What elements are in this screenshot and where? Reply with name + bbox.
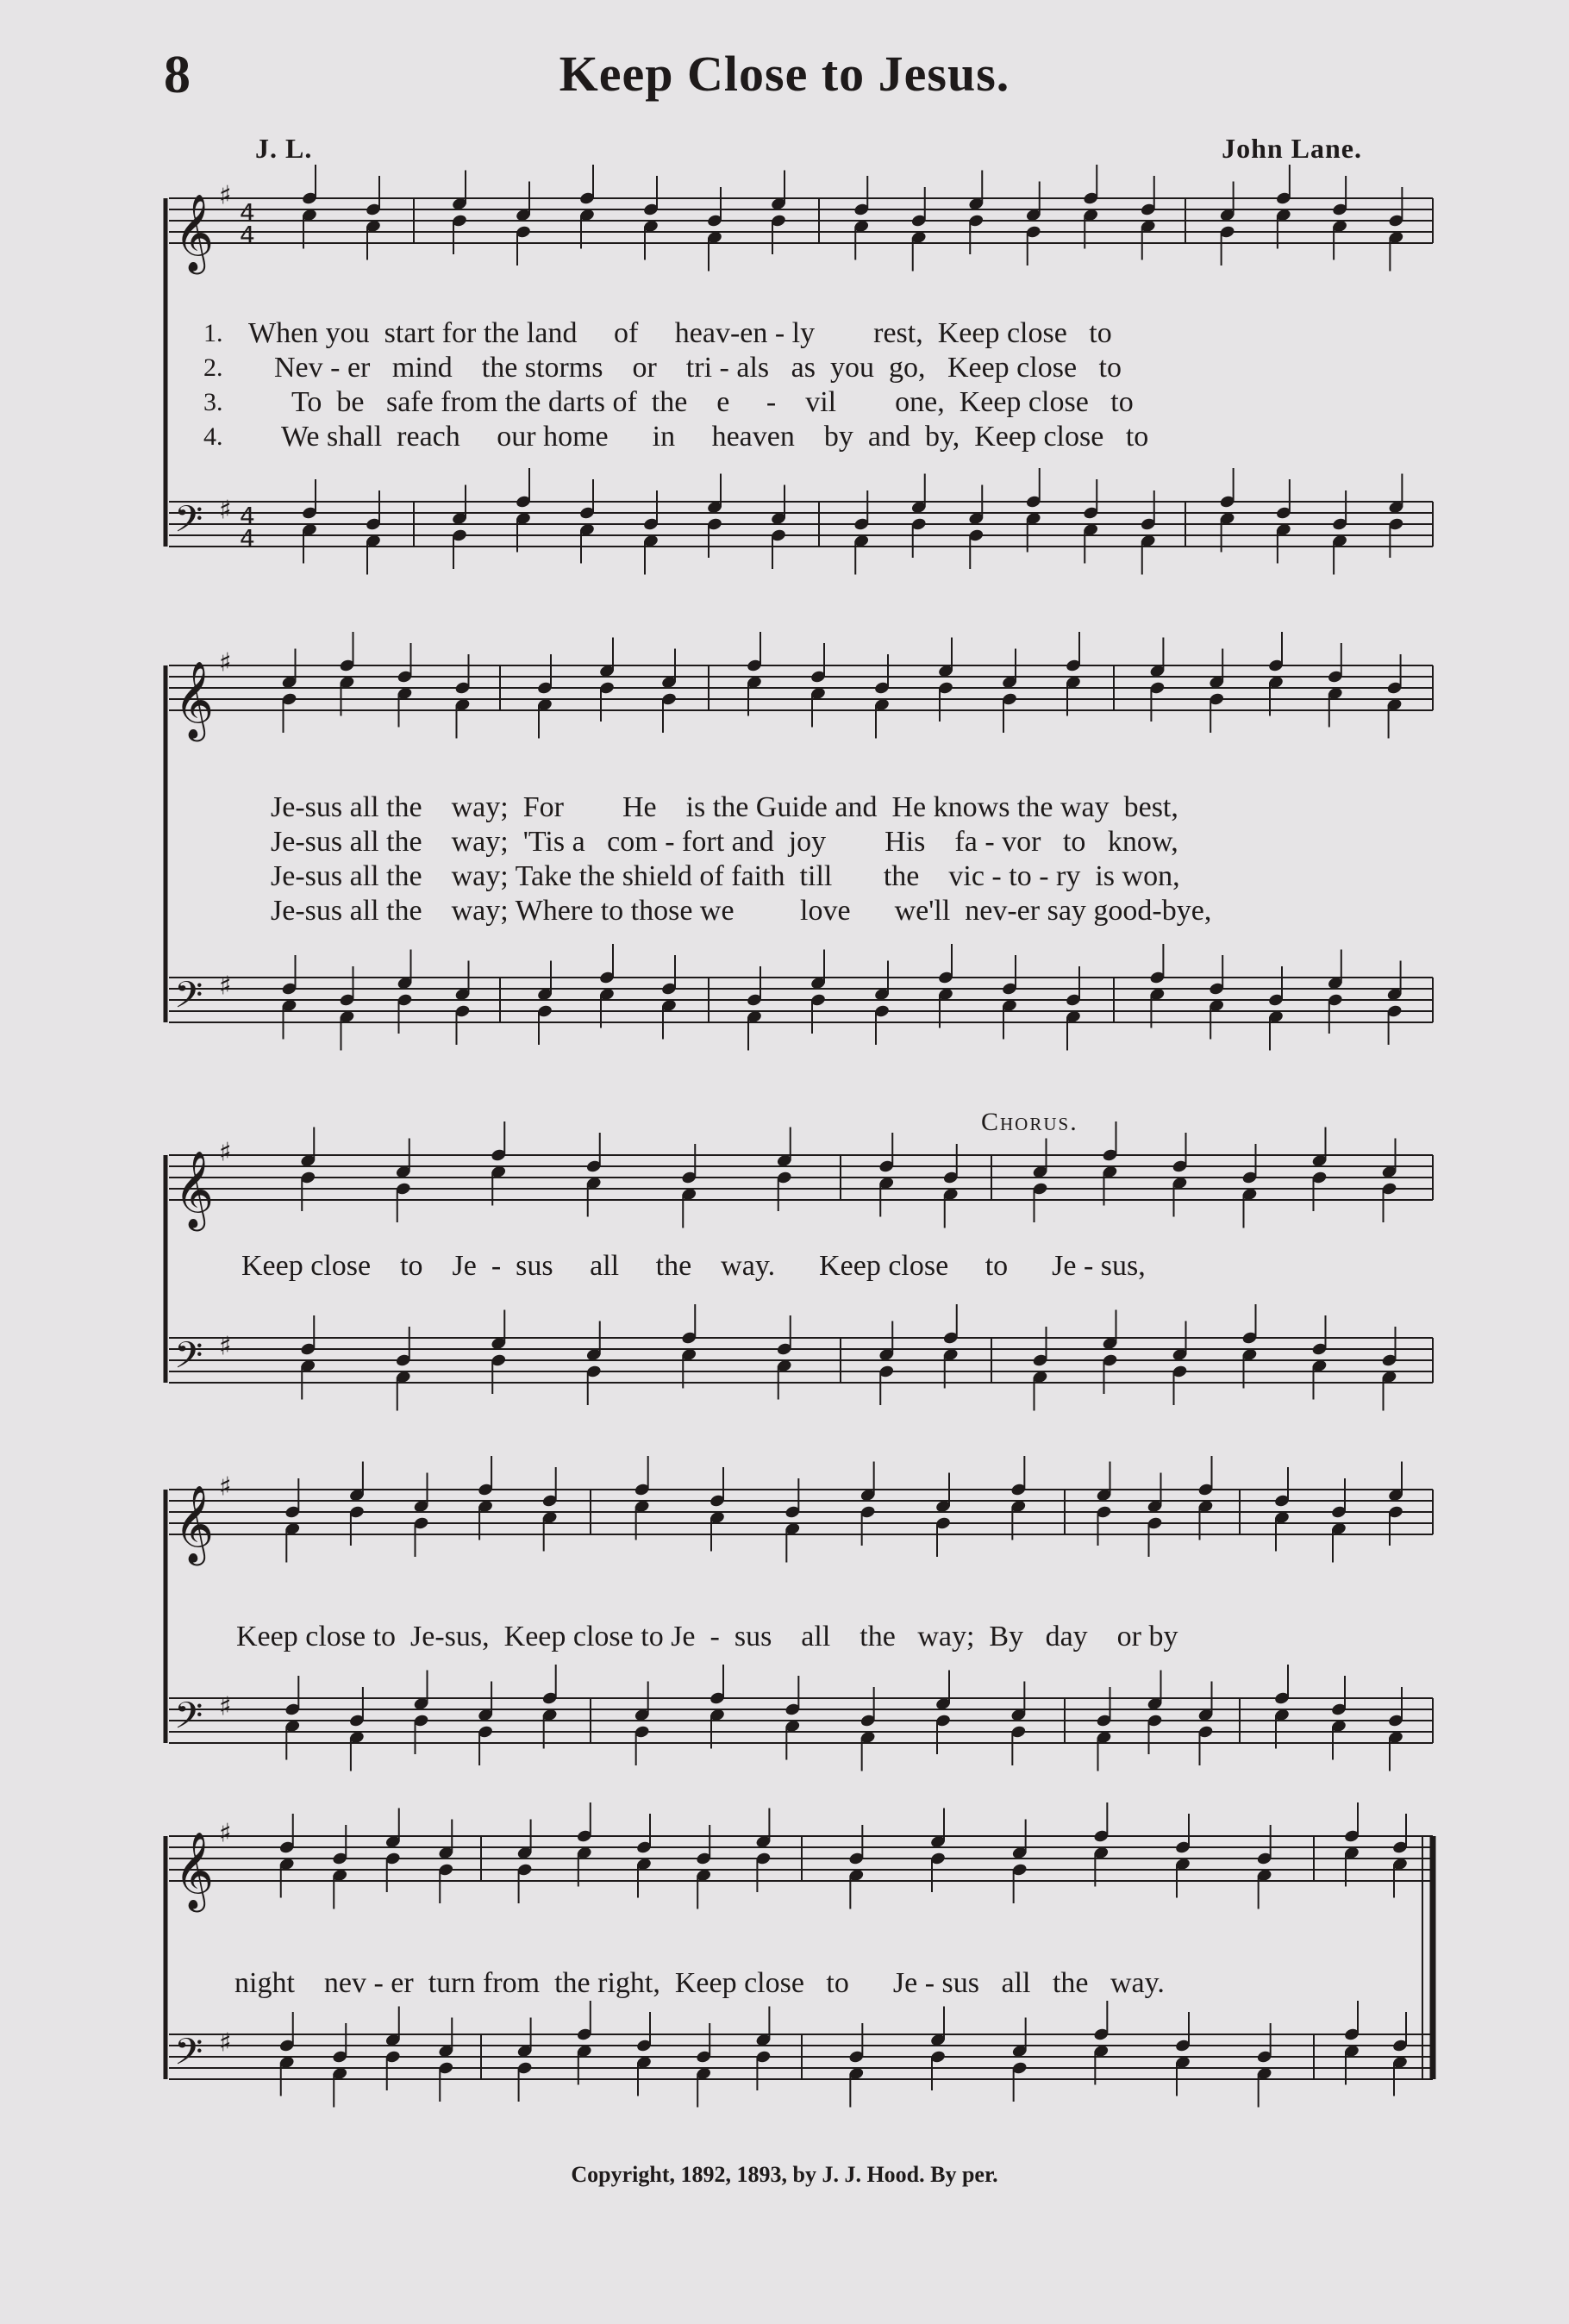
bass-clef-icon: 𝄢	[174, 974, 203, 1026]
treble-clef-icon: 𝄞	[174, 1832, 215, 1909]
verse-number: 1.	[203, 319, 223, 347]
treble-clef-icon: 𝄞	[174, 1485, 215, 1563]
lyric-line: We shall reach our home in heaven by and by, Keep close to	[281, 421, 1149, 453]
lyric-line: When you start for the land of heav-en - ly rest, Keep close to	[248, 317, 1112, 349]
verse-number: 2.	[203, 353, 223, 382]
lyric-line: Nev - er mind the storms or tri - als as you go, Keep close to	[274, 352, 1122, 384]
lyric-line: Je-sus all the way; For He is the Guide and He knows the way best,	[271, 791, 1178, 823]
lyric-line: night nev - er turn from the right, Keep close to Je - sus all the way.	[234, 1967, 1165, 1999]
time-signature: 4	[240, 221, 255, 249]
treble-clef-icon: 𝄞	[174, 1151, 215, 1228]
treble-clef-icon: 𝄞	[174, 661, 215, 739]
hymn-title: Keep Close to Jesus.	[559, 46, 1010, 102]
sharp-icon: ♯	[219, 2027, 232, 2058]
lyric-line: Je-sus all the way; Take the shield of faith till the vic - to - ry is won,	[271, 860, 1180, 892]
sharp-icon: ♯	[219, 495, 232, 526]
sharp-icon: ♯	[219, 1137, 232, 1168]
lyric-line: Keep close to Je - sus all the way. Keep close to Je - sus,	[241, 1250, 1146, 1282]
copyright-notice: Copyright, 1892, 1893, by J. J. Hood. By per.	[571, 2162, 998, 2187]
time-signature: 4	[240, 524, 255, 553]
page-number: 8	[164, 46, 191, 104]
lyricist-credit: J. L.	[255, 133, 313, 164]
sharp-icon: ♯	[219, 1691, 232, 1722]
sharp-icon: ♯	[219, 1331, 232, 1362]
lyric-line: Keep close to Je-sus, Keep close to Je - sus all the way; By day or by	[236, 1621, 1178, 1652]
bass-clef-icon: 𝄢	[174, 498, 203, 550]
sharp-icon: ♯	[219, 1471, 232, 1502]
lyric-line: Je-sus all the way; Where to those we love we'll nev-er say good-bye,	[271, 895, 1212, 927]
composer-credit: John Lane.	[1222, 133, 1362, 164]
verse-number: 3.	[203, 388, 223, 416]
bass-clef-icon: 𝄢	[174, 2031, 203, 2083]
bass-clef-icon: 𝄢	[174, 1695, 203, 1746]
treble-clef-icon: 𝄞	[174, 194, 215, 272]
sharp-icon: ♯	[219, 180, 232, 211]
verse-number: 4.	[203, 422, 223, 451]
lyric-line: Je-sus all the way; 'Tis a com - fort and joy His fa - vor to know,	[271, 826, 1178, 858]
time-signature: 4	[240, 198, 255, 227]
bass-clef-icon: 𝄢	[174, 1334, 203, 1386]
sharp-icon: ♯	[219, 647, 232, 678]
lyric-line: To be safe from the darts of the e - vil one, Keep close to	[291, 386, 1134, 418]
chorus-label: Chorus.	[981, 1108, 1078, 1136]
time-signature: 4	[240, 502, 255, 530]
sharp-icon: ♯	[219, 1818, 232, 1849]
sharp-icon: ♯	[219, 971, 232, 1002]
